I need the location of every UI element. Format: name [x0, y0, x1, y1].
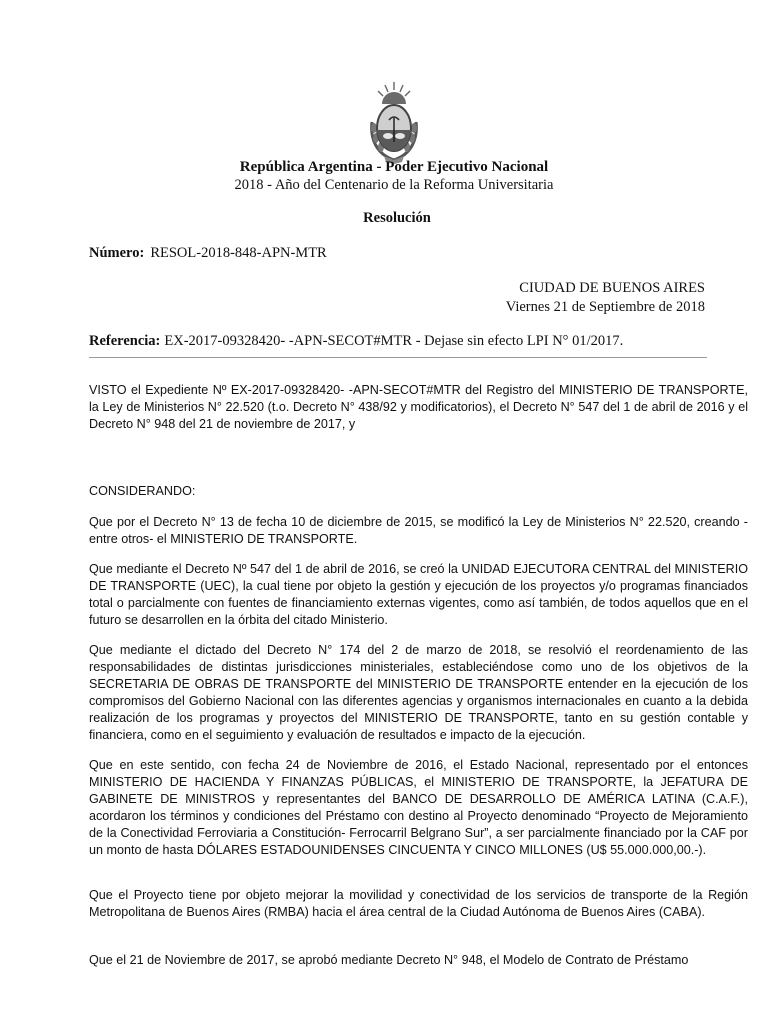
year-motto: 2018 - Año del Centenario de la Reforma Universitaria — [234, 177, 554, 193]
resolution-number-value: RESOL-2018-848-APN-MTR — [150, 245, 327, 261]
paragraph-text: Que mediante el dictado del Decreto N° 174 del 2 de marzo de 2018, se resolvió el reordenamiento de las responsabilidades de distintas jurisdicciones ministeriales, estableciéndose como uno de los objetivos de la SECRETARIA DE OBRAS DE TRANSPORTE del MINISTERIO DE TRANSPORTE entender en la ejecución de los compromisos del Gobierno Nacional con las diferentes agencias y organismos internacionales en cuanto a la debida realización de los programas y proyectos del MINISTERIO DE TRANSPORTE, tanto en su gestión contable y financiera, como en el seguimiento y evaluación de resultados e impacto de la ejecución. — [89, 643, 748, 742]
header-divider — [89, 357, 707, 358]
reference-label: Referencia: — [89, 333, 161, 349]
reference-value: EX-2017-09328420- -APN-SECOT#MTR - Dejase sin efecto LPI N° 01/2017. — [164, 333, 624, 349]
body-paragraph — [89, 642, 748, 744]
body-paragraph — [89, 561, 748, 629]
considerando-heading — [89, 483, 748, 500]
resolution-number — [89, 245, 327, 262]
resolution-number-label: Número: — [89, 245, 145, 261]
paragraph-text: Que mediante el Decreto Nº 547 del 1 de abril de 2016, se creó la UNIDAD EJECUTORA CENTRAL del MINISTERIO DE TRANSPORTE (UEC), la cual tiene por objeto la gestión y ejecución de los proyectos y/o programas financiados total o parcialmente con fuentes de financiamiento externas vigentes, como así también, de todos aquellos que en el futuro se desarrollen en la órbita del citado Ministerio. — [89, 562, 748, 627]
body-paragraph — [89, 514, 748, 548]
considerando-text: CONSIDERANDO: — [89, 484, 196, 498]
body-paragraph — [89, 887, 748, 921]
coat-of-arms-seal — [368, 80, 420, 164]
body-paragraph — [89, 757, 748, 859]
paragraph-text: Que el Proyecto tiene por objeto mejorar la movilidad y conectividad de los servicios de transporte de la Región Metropolitana de Buenos Aires (RMBA) hacia el área central de la Ciudad Autónoma de Buenos Aires (CABA). — [89, 888, 748, 919]
issue-date: Viernes 21 de Septiembre de 2018 — [505, 299, 705, 315]
body-paragraph — [89, 952, 748, 969]
government-title: República Argentina - Poder Ejecutivo Nacional — [239, 159, 549, 175]
reference-line — [89, 333, 623, 350]
visto-text: VISTO el Expediente Nº EX-2017-09328420- -APN-SECOT#MTR del Registro del MINISTERIO DE TRANSPORTE, la Ley de Ministerios N° 22.520 (t.o. Decreto N° 438/92 y modificatorios), el Decreto N° 547 del 1 de abril de 2016 y el Decreto N° 948 del 21 de noviembre de 2017, y — [89, 383, 748, 431]
document-type-heading: Resolución — [363, 210, 431, 226]
paragraph-text: Que el 21 de Noviembre de 2017, se aprobó mediante Decreto N° 948, el Modelo de Contrato de Préstamo — [89, 953, 689, 967]
paragraph-text: Que en este sentido, con fecha 24 de Noviembre de 2016, el Estado Nacional, representado por el entonces MINISTERIO DE HACIENDA Y FINANZAS PÚBLICAS, el MINISTERIO DE TRANSPORTE, la JEFATURA DE GABINETE DE MINISTROS y representantes del BANCO DE DESARROLLO DE AMÉRICA LATINA (C.A.F.), acordaron los términos y condiciones del Préstamo con destino al Proyecto denominado “Proyecto de Mejoramiento de la Conectividad Ferroviaria a Constitución- Ferrocarril Belgrano Sur”, a ser parcialmente financiado por la CAF por un monto de hasta DÓLARES ESTADOUNIDENSES CINCUENTA Y CINCO MILLONES (U$ 55.000.000,00.-). — [89, 758, 748, 857]
paragraph-text: Que por el Decreto N° 13 de fecha 10 de diciembre de 2015, se modificó la Ley de Ministerios N° 22.520, creando -entre otros- el MINISTERIO DE TRANSPORTE. — [89, 515, 748, 546]
issuing-city: CIUDAD DE BUENOS AIRES — [519, 280, 705, 296]
visto-paragraph — [89, 382, 748, 433]
